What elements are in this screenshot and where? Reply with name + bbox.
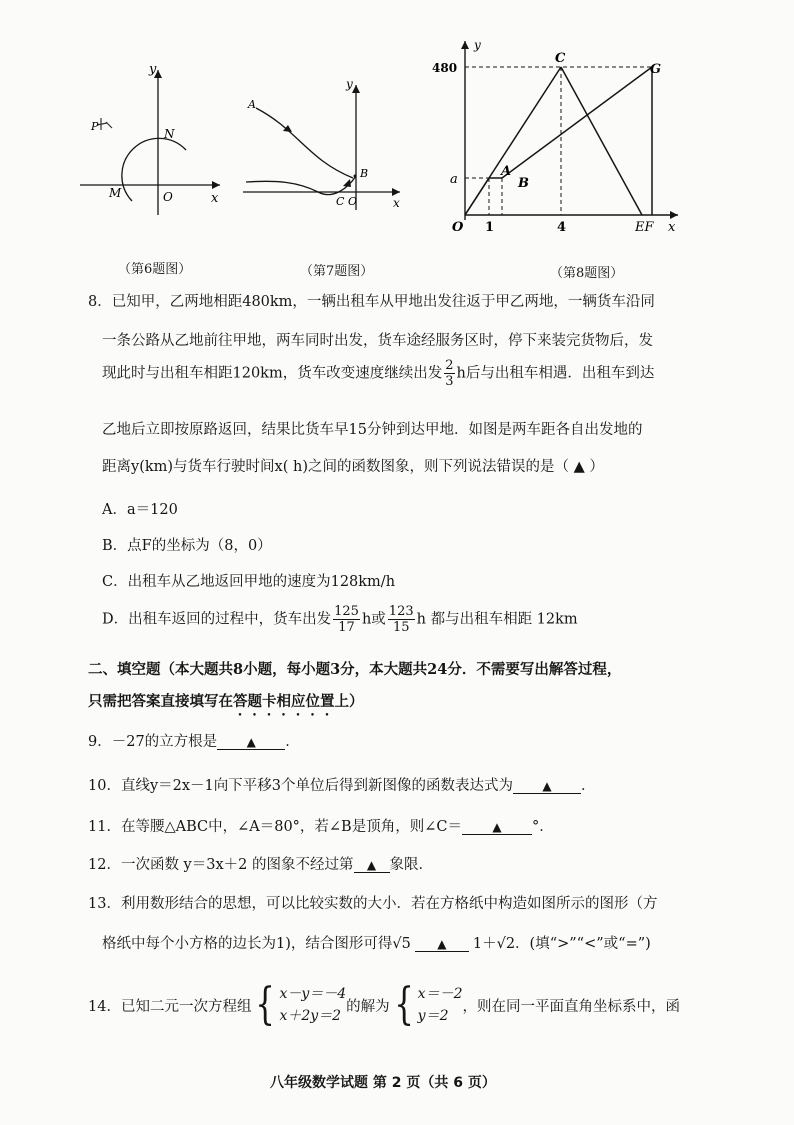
section-2-line-2 [88,690,364,719]
q14-eq-2: x＋2y＝2 [279,1008,342,1024]
question-12 [88,853,433,874]
q12-text: 12．一次函数 y＝3x＋2 的图象不经过第 [88,857,354,873]
q14-end: ，则在同一平面直角坐标系中，函 [462,998,680,1015]
q8-line-5: 距离y(km)与货车行驶时间x( h)之间的函数图象，则下列说法错误的是（ ▲ ） [102,459,604,475]
q9-answer-blank[interactable]: ▲ [217,735,285,750]
q14-brace-1: { [255,979,276,1030]
fig8-point-a-label: A [501,164,512,179]
q9-text: 9．－27的立方根是 [88,734,218,750]
section-2-line-2c: 上） [334,693,364,710]
q8-line-4: 乙地后立即按原路返回，结果比货车早15分钟到达甲地．如图是两车距各自出发地的 [102,422,643,438]
fig7-c-label: C [336,195,345,208]
q8-frac-num: 2 [445,358,454,373]
q8-frac-den: 3 [445,374,454,389]
q8-option-c: C．出租车从乙地返回甲地的速度为128km/h [102,574,396,590]
fig6-p-label: P [91,120,99,133]
q13-line-2 [102,932,651,953]
q8-frac-17: 17 [338,620,355,635]
fig7-origin-label: O [348,195,358,208]
fig8-x-label: x [668,220,676,235]
q14-eq-1: x－y＝－4 [279,986,347,1002]
fig7-b-label: B [360,167,369,180]
q10-end: ． [581,778,596,794]
q14-sol-2: y＝2 [417,1008,449,1024]
q14-text: 14．已知二元一次方程组 [88,998,252,1015]
question-10 [88,774,596,795]
fig8-y-label: y [474,38,481,52]
fig8-origin-label: O [452,220,464,235]
q14-solution [418,983,463,1027]
q8-option-a: A．a＝120 [102,502,178,518]
q11-end: °． [531,819,554,835]
q8-line-2: 一条公路从乙地前往甲地，两车同时出发，货车途经服务区时，停下来装完货物后，发 [102,333,653,349]
q8-frac-15: 15 [392,620,410,635]
q13-line-2b: 1＋√2．(填“>”“<”或“=”) [472,936,651,952]
fig6-origin-label: O [163,190,173,204]
fig7-caption: （第7题图） [300,264,374,279]
figure-8 [430,35,695,240]
q8-option-b: B．点F的坐标为（8，0） [102,538,272,554]
q13-answer-blank[interactable]: ▲ [415,937,469,952]
figure-7 [238,70,408,220]
fig6-m-label: M [109,186,122,200]
q9-end: ． [285,734,300,750]
q14-mid: 的解为 [346,998,390,1015]
q13-line-1: 13．利用数形结合的思想，可以比较实数的大小．若在方格纸中构造如图所示的图形（方 [88,896,658,912]
fig6-y-label: y [149,62,157,77]
q8-line-3a: 现此时与出租车相距120km，货车改变速度继续出发 [102,365,443,382]
q8-fraction-125-17 [333,604,360,635]
section-2-line-2a: 只需把答案直接填写在 [88,693,233,710]
section-2-emphasis: 答题卡相应位置 [233,693,335,710]
q8-option-d-mid: h或 [361,611,386,628]
q12-answer-blank[interactable]: ▲ [354,858,390,873]
q10-text: 10．直线y＝2x－1向下平移3个单位后得到新图像的函数表达式为 [88,778,513,794]
fig8-caption: （第8题图） [550,266,624,281]
q14-sol-1: x＝－2 [417,986,463,1002]
fig8-ef-label: EF [635,220,654,235]
figure-6 [75,55,235,230]
fig8-tick-4: 4 [557,220,567,235]
q14-equation-system [279,983,346,1027]
fig6-x-label: x [211,191,219,206]
question-9 [88,730,300,751]
fig8-a-value-label: a [450,172,458,187]
fig8-tick-1: 1 [485,220,495,235]
fig7-y-label: y [346,77,353,91]
q8-option-d-b: h 都与出租车相距 12km [416,611,578,628]
q8-line-3b: h后与出租车相遇．出租车到达 [456,365,655,382]
fig8-g-label: G [650,62,662,77]
q8-frac-125: 125 [334,604,359,619]
fig7-a-label: A [248,98,256,111]
fig8-c-label: C [555,51,566,66]
section-2-title: 二、填空题（本大题共8小题，每小题3分，本大题共24分．不需要写出解答过程， [88,661,622,678]
q8-fraction-2-3 [444,358,454,389]
question-11 [88,815,554,836]
q8-option-d-a: D．出租车返回的过程中，货车出发 [102,611,332,628]
q11-text: 11．在等腰△ABC中，∠A＝80°，若∠B是顶角，则∠C＝ [88,819,462,835]
q8-option-d [102,604,578,635]
question-14 [88,975,680,1035]
q8-fraction-123-15 [388,604,415,635]
q8-line-1: 8．已知甲，乙两地相距480km，一辆出租车从甲地出发往返于甲乙两地，一辆货车沿同 [88,294,655,310]
q14-brace-2: { [393,979,414,1030]
q8-line-3 [102,358,654,389]
q12-end: 象限． [389,857,433,873]
q11-answer-blank[interactable]: ▲ [462,820,532,835]
fig6-caption: （第6题图） [118,262,192,277]
q8-frac-123: 123 [388,604,414,619]
q10-answer-blank[interactable]: ▲ [513,779,581,794]
fig7-x-label: x [393,196,400,210]
fig8-point-b-label: B [518,176,529,191]
q13-line-2a: 格纸中每个小方格的边长为1)，结合图形可得√5 [102,936,411,952]
fig6-n-label: N [164,127,175,141]
fig8-480-label: 480 [432,61,458,75]
page-footer: 八年级数学试题 第 2 页（共 6 页） [270,1075,496,1091]
